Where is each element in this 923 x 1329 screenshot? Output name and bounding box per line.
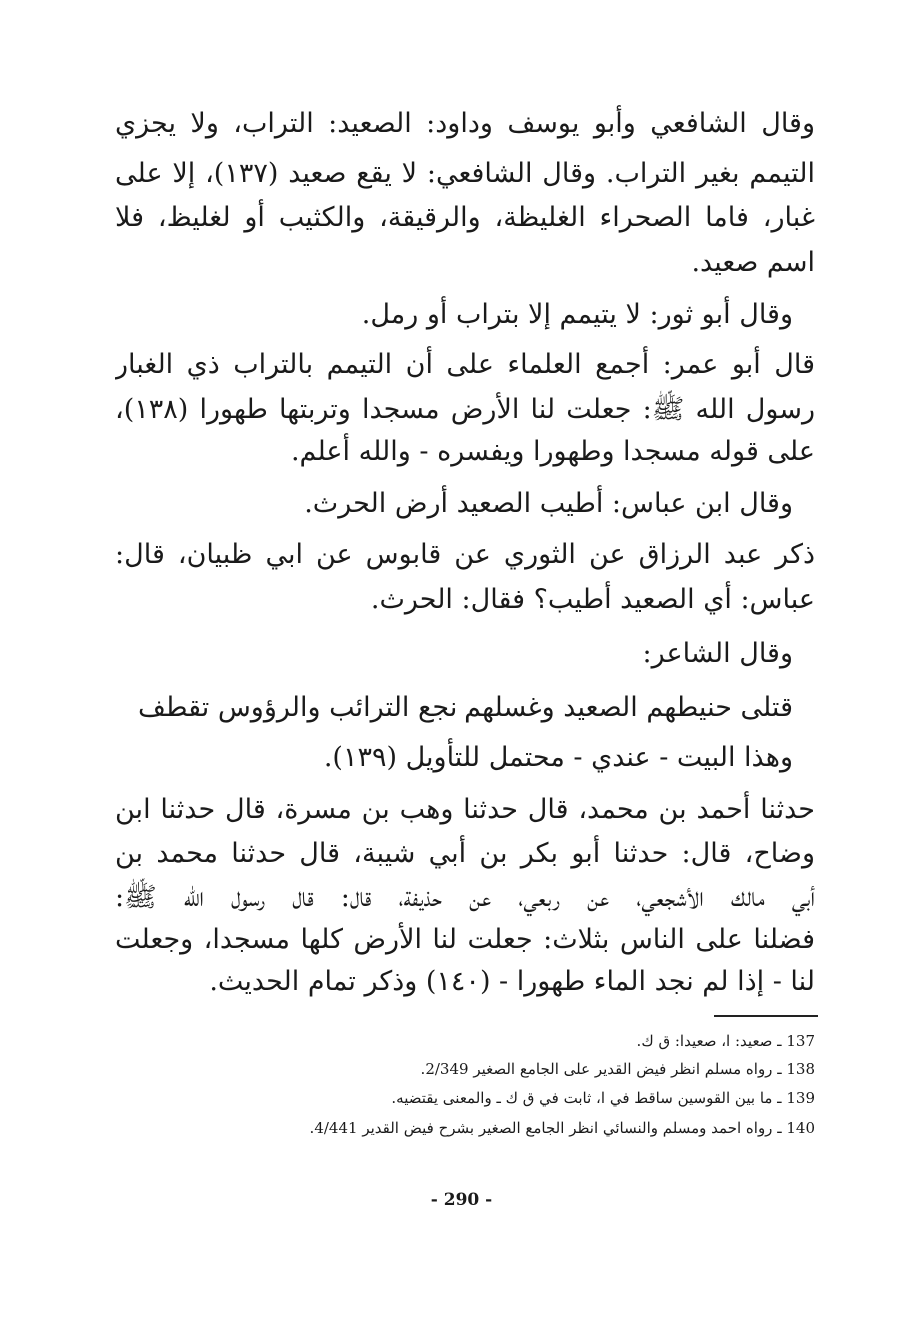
verse-first-hemistich: قتلى حنيطهم الصعيد وغسلهم (464, 692, 793, 723)
footnote: 137 ـ صعيد: ا، صعيدا: ق ك. (636, 1032, 815, 1050)
body-line: أبي مالك الأشجعي، عن ربعي، عن حذيفة، قال: قال رسول الله ﷺ: (115, 882, 815, 913)
footnote: 138 ـ رواه مسلم انظر فيض القدير على الجامع الصغير 2/349. (420, 1060, 815, 1078)
body-line: رسول الله ﷺ: جعلت لنا الأرض مسجدا وتربتها طهورا (١٣٨)، (115, 394, 815, 425)
footnote: 139 ـ ما بين القوسين ساقط في ا، ثابت في ق ك ـ والمعنى يقتضيه. (391, 1089, 815, 1107)
footnote-separator (714, 1015, 818, 1017)
body-line: وضاح، قال: حدثنا أبو بكر بن أبي شيبة، قال حدثنا محمد بن (115, 838, 815, 869)
verse-second-hemistich: نجع الترائب والرؤوس تقطف (138, 692, 458, 723)
body-line: لنا - إذا لم نجد الماء طهورا - (١٤٠) وذكر تمام الحديث. (209, 966, 815, 997)
body-line: قال أبو عمر: أجمع العلماء على أن التيمم بالتراب ذي الغبار (115, 349, 815, 380)
body-line: اسم صعيد. (691, 247, 815, 278)
body-line: وقال الشافعي وأبو يوسف وداود: الصعيد: التراب، ولا يجزي (115, 108, 815, 139)
footnote: 140 ـ رواه احمد ومسلم والنسائي انظر الجامع الصغير بشرح فيض القدير 4/441. (309, 1119, 815, 1137)
body-line: على قوله مسجدا وطهورا ويفسره - والله أعلم. (290, 436, 815, 467)
body-line: حدثنا أحمد بن محمد، قال حدثنا وهب بن مسرة، قال حدثنا ابن (115, 794, 815, 825)
body-line: عباس: أي الصعيد أطيب؟ فقال: الحرث. (370, 584, 815, 615)
body-line: التيمم بغير التراب. وقال الشافعي: لا يقع صعيد (١٣٧)، إلا على (115, 158, 815, 189)
body-line: غبار، فاما الصحراء الغليظة، والرقيقة، والكثيب أو لغليظ، فلا (115, 202, 815, 233)
body-line: وهذا البيت - عندي - محتمل للتأويل (١٣٩). (323, 742, 793, 773)
page-number: - 290 - (430, 1190, 493, 1210)
body-line: وقال الشاعر: (642, 638, 793, 669)
body-line: وقال أبو ثور: لا يتيمم إلا بتراب أو رمل. (361, 299, 793, 330)
body-line: فضلنا على الناس بثلاث: جعلت لنا الأرض كلها مسجدا، وجعلت (115, 924, 815, 955)
body-line: وقال ابن عباس: أطيب الصعيد أرض الحرث. (304, 488, 793, 519)
body-line: ذكر عبد الرزاق عن الثوري عن قابوس عن ابي ظبيان، قال: (115, 539, 815, 570)
